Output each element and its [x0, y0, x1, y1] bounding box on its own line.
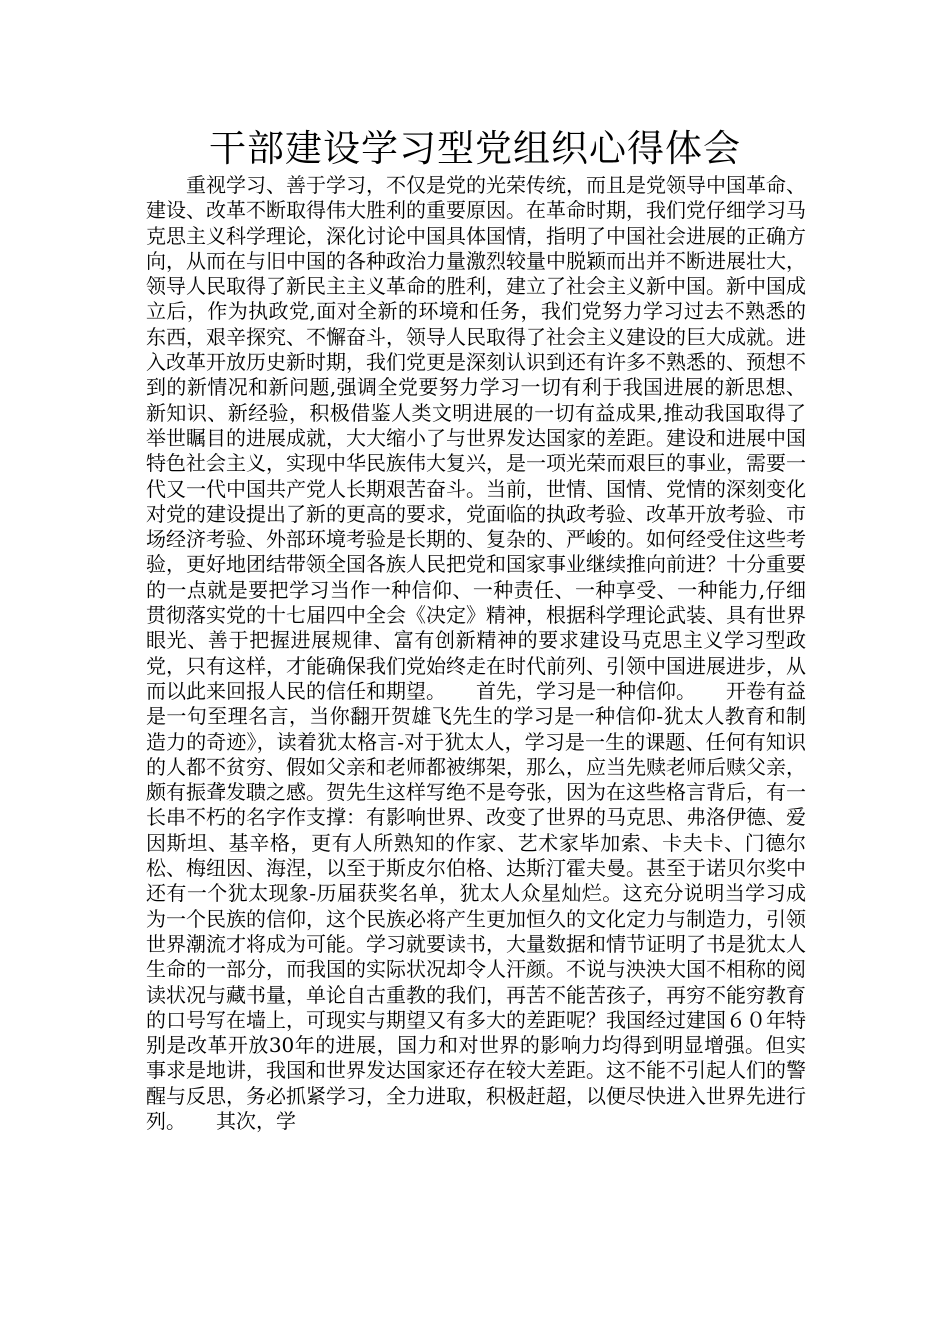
document-title: 干部建设学习型党组织心得体会 — [209, 127, 741, 170]
document-body-paragraph: 重视学习、善于学习，不仅是党的光荣传统，而且是党领导中国革命、建设、改革不断取得伟大胜利的重要原因。在革命时期，我们党仔细学习马克思主义科学理论，深化讨论中国具体国情，指明了中国社会进展的正确方向，从而在与旧中国的各种政治力量激烈较量中脱颖而出并不断进展壮大，领导人民取得了新民主主义革命的胜利，建立了社会主义新中国。新中国成立后，作为执政党,面对全新的环境和任务，我们党努力学习过去不熟悉的东西，艰辛探究、不懈奋斗，领导人民取得了社会主义建设的巨大成就。进入改革开放历史新时期，我们党更是深刻认识到还有许多不熟悉的、预想不到的新情况和新问题,强调全党要努力学习一切有利于我国进展的新思想、新知识、新经验，积极借鉴人类文明进展的一切有益成果,推动我国取得了举世瞩目的进展成就，大大缩小了与世界发达国家的差距。建设和进展中国特色社会主义，实现中华民族伟大复兴，是一项光荣而艰巨的事业，需要一代又一代中国共产党人长期艰苦奋斗。当前，世情、国情、党情的深刻变化对党的建设提出了新的更高的要求，党面临的执政考验、改革开放考验、市场经济考验、外部环境考验是长期的、复杂的、严峻的。如何经受住这些考验，更好地团结带领全国各族人民把党和国家事业继续推向前进？十分重要的一点就是要把学习当作一种信仰、一种责任、一种享受、一种能力,仔细贯彻落实党的十七届四中全会《决定》精神，根据科学理论武装、具有世界眼光、善于把握进展规律、富有创新精神的要求建设马克思主义学习型政党，只有这样，才能确保我们党始终走在时代前列、引领中国进展进步，从而以此来回报人民的信任和期望。 首先，学习是一种信仰。 开卷有益是一句至理名言，当你翻开贺雄飞先生的学习是一种信仰-犹太人教育和制造力的奇迹》，读着犹太格言-对于犹太人，学习是一生的课题、任何有知识的人都不贫穷、假如父亲和老师都被绑架，那么，应当先赎老师后赎父亲，颇有振聋发聩之感。贺先生这样写绝不是夸张，因为在这些格言背后，有一长串不朽的名字作支撑：有影响世界、改变了世界的马克思、弗洛伊德、爱因斯坦、基辛格，更有人所熟知的作家、艺术家毕加索、卡夫卡、门德尔松、梅纽因、海涅，以至于斯皮尔伯格、达斯汀霍夫曼。甚至于诺贝尔奖中还有一个犹太现象-历届获奖名单，犹太人众星灿烂。这充分说明当学习成为一个民族的信仰，这个民族必将产生更加恒久的文化定力与制造力，引领世界潮流才将成为可能。学习就要读书，大量数据和情节证明了书是犹太人生命的一部分，而我国的实际状况却令人汗颜。不说与泱泱大国不相称的阅读状况与藏书量，单论自古重教的我们，再苦不能苦孩子，再穷不能穷教育的口号写在墙上，可现实与期望又有多大的差距呢？我国经过建国６０年特别是改革开放30年的进展，国力和对世界的影响力均得到明显增强。但实事求是地讲，我国和世界发达国家还存在较大差距。这不能不引起人们的警醒与反思，务必抓紧学习，全力进取，积极赶超，以便尽快进入世界先进行列。 其次，学 — [146, 173, 806, 1133]
